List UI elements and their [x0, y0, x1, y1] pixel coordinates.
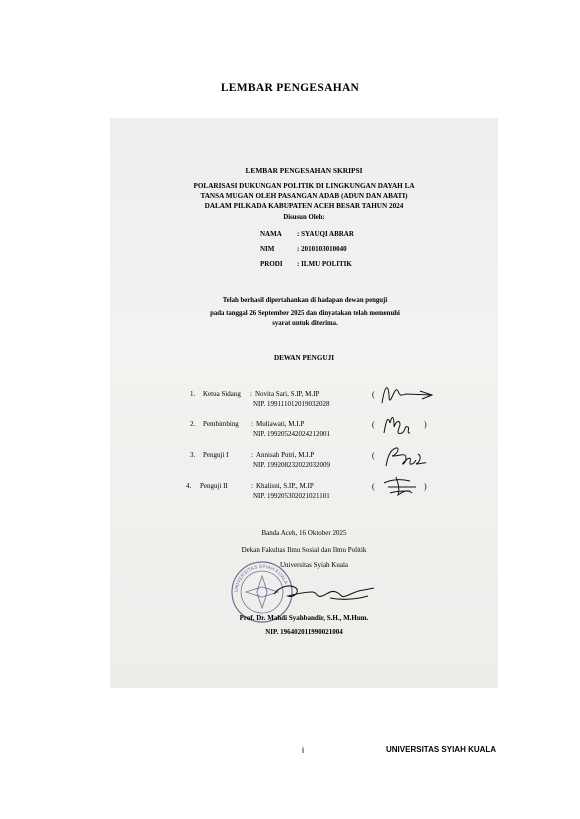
examiner-name: Annisah Putri, M.I.P	[256, 451, 315, 459]
examiner-nip: NIP. 199208232022032009	[253, 461, 331, 469]
examiner-board-title: DEWAN PENGUJI	[273, 354, 335, 362]
dean-nip: NIP. 196402011990021004	[265, 628, 343, 636]
examiner-name: Muliawati, M.I.P	[256, 420, 305, 428]
examiner-separator: :	[251, 420, 253, 428]
defense-statement	[180, 296, 430, 329]
examiner-separator: :	[251, 451, 253, 459]
examiner-role: Pembimbing	[203, 420, 239, 428]
identity-value: : SYAUQI ABRAR	[297, 230, 354, 238]
identity-label: NAMA	[260, 230, 282, 238]
signature-paren-open: (	[372, 451, 375, 460]
seal-text: UNIVERSITAS SYIAH KUALA	[233, 563, 289, 593]
examiner-role: Penguji I	[203, 451, 229, 459]
examiner-name: Novita Sari, S.IP, M.IP	[255, 390, 320, 398]
thesis-title-line: POLARISASI DUKUNGAN POLITIK DI LINGKUNGAN DAYAH LA	[193, 182, 415, 190]
identity-row-prodi	[260, 260, 352, 268]
statement-line: syarat untuk diterima.	[272, 320, 338, 327]
examiner-signature	[376, 413, 426, 437]
footer-institution: UNIVERSITAS SYIAH KUALA	[386, 745, 497, 754]
statement-line: pada tanggal 26 September 2025 dan dinyatakan telah memenuhi	[210, 310, 400, 317]
dean-signature	[270, 580, 380, 606]
examiner-role: Ketua Sidang	[203, 390, 241, 398]
dean-name: Prof. Dr. Mahdi Syahbandir, S.H., M.Hum.	[239, 614, 369, 622]
university-name: Universitas Syiah Kuala	[279, 561, 349, 569]
page-heading: LEMBAR PENGESAHAN	[220, 82, 360, 94]
page-number: i	[302, 745, 304, 755]
place-date: Banda Aceh, 16 Oktober 2025	[261, 529, 347, 537]
examiner-number: 1.	[190, 390, 196, 398]
identity-label: NIM	[260, 245, 275, 253]
signature-paren-close: )	[424, 420, 427, 429]
examiner-signature	[376, 383, 436, 405]
examiner-nip: NIP. 199205242024212001	[253, 430, 331, 438]
statement-line: Telah berhasil dipertahankan di hadapan dewan penguji	[222, 297, 388, 304]
examiner-number: 2.	[190, 420, 196, 428]
identity-label: PRODI	[260, 260, 283, 268]
dean-title: Dekan Fakultas Ilmu Sosial dan Ilmu Politik	[241, 546, 367, 554]
identity-value: : ILMU POLITIK	[297, 260, 352, 268]
identity-row-name	[260, 230, 354, 238]
examiner-number: 3.	[190, 451, 196, 459]
examiner-role: Penguji II	[200, 482, 228, 490]
signature-paren-open: (	[372, 390, 375, 399]
signature-paren-open: (	[372, 420, 375, 429]
examiner-nip: NIP. 199205302021021101	[253, 492, 330, 500]
document-title: LEMBAR PENGESAHAN SKRIPSI	[245, 166, 363, 175]
thesis-title-line: TANSA MUGAN OLEH PASANGAN ADAB (ADUN DAN ABATI)	[200, 192, 408, 200]
identity-row-nim	[260, 245, 347, 253]
examiner-separator: :	[251, 482, 253, 490]
thesis-title-line: DALAM PILKADA KABUPATEN ACEH BESAR TAHUN 2024	[204, 202, 404, 210]
prepared-by-label: Disusun Oleh:	[283, 214, 325, 221]
examiner-signature	[376, 444, 432, 470]
signature-paren-open: (	[372, 482, 375, 491]
signature-paren-close: )	[424, 482, 427, 491]
examiner-nip: NIP. 199111012019032028	[253, 400, 330, 408]
examiner-name: Khalisni, S.IP., M.IP	[256, 482, 314, 490]
examiner-separator: :	[250, 390, 252, 398]
thesis-title	[170, 181, 438, 211]
scanned-approval-sheet	[110, 118, 498, 688]
examiner-signature	[376, 475, 426, 497]
identity-value: : 2010103010040	[297, 245, 347, 253]
examiner-number: 4.	[186, 482, 192, 490]
